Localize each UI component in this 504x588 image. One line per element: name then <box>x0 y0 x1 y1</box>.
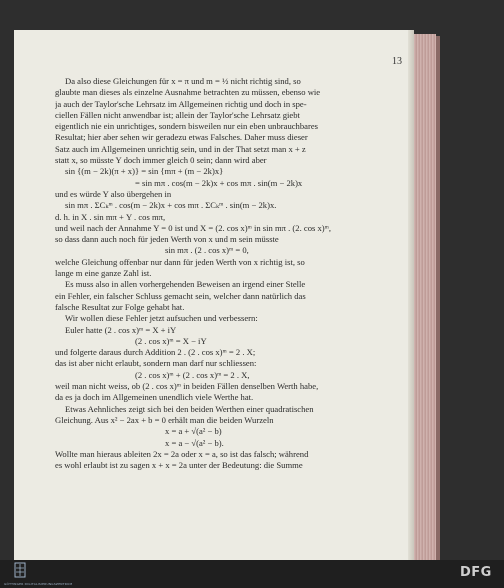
text-line: es wohl erlaubt ist zu sagen x + x = 2a unter der Bedeutung: die Summe <box>55 460 303 471</box>
text-line: sin mπ . (2 . cos x)ᵐ = 0, <box>165 245 249 256</box>
text-line: und weil nach der Annahme Y = 0 ist und X = (2. cos x)ᵐ in sin mπ . (2. cos x)ᵐ, <box>55 222 331 233</box>
text-line: x = a − √(a² − b). <box>165 437 224 448</box>
text-line: eigentlich nie ein unrichtiges, sondern bisweilen nur ein eben unbrauchbares <box>55 121 318 132</box>
page-edges <box>414 34 436 560</box>
text-line: Satz auch im Allgemeinen unrichtig sein, und in der That setzt man x + z <box>55 143 306 154</box>
text-line: Es muss also in allen vorhergehenden Beweisen an irgend einer Stelle <box>65 279 306 290</box>
text-line: Wollte man hieraus ableiten 2x = 2a oder x = a, so ist das falsch; während <box>55 448 309 459</box>
text-line: das ist aber nicht erlaubt, sondern man darf nur schliessen: <box>55 358 257 369</box>
footer-bar <box>0 560 504 588</box>
text-line: und folgerte daraus durch Addition 2 . (2 . cos x)ᵐ = 2 . X; <box>55 347 256 358</box>
text-line: sin {(m − 2k)(π + x)} = sin {mπ + (m − 2k)x} <box>65 166 224 177</box>
text-line: glaubte man dieses als einzelne Ausnahme betrachten zu müssen, ebenso wie <box>55 87 321 98</box>
text-line: Etwas Aehnliches zeigt sich bei den beiden Werthen einer quadratischen <box>65 403 314 414</box>
text-line: Resultat; hier aber sehen wir geradezu etwas Falsches. Daher muss dieser <box>55 132 308 143</box>
text-line: d. h. in X . sin mπ + Y . cos mπ, <box>55 211 166 222</box>
text-line: weil man nicht weiss, ob (2 . cos x)ᵐ in beiden Fällen denselben Werth habe, <box>55 381 319 392</box>
text-line: Gleichung. Aus x² − 2ax + b = 0 erhält man die beiden Wurzeln <box>55 414 274 425</box>
text-line: ein Fehler, ein falscher Schluss gemacht sein, welcher dann natürlich das <box>55 290 306 301</box>
text-line: welche Gleichung offenbar nur dann für jeden Werth von x richtig ist, so <box>55 256 305 267</box>
text-line: (2 . cos x)ᵐ = X − iY <box>135 335 207 346</box>
text-line: Euler hatte (2 . cos x)ᵐ = X + iY <box>65 324 177 335</box>
library-label: GÖTTINGER DIGITALISIERUNGSZENTRUM <box>4 582 73 586</box>
page-number: 13 <box>392 56 402 67</box>
text-line: x = a + √(a² − b) <box>165 426 222 437</box>
cover-edge <box>436 36 440 560</box>
text-line: statt x, so müsste Y doch immer gleich 0 sein; dann wird aber <box>55 155 267 166</box>
text-line: (2 . cos x)ᵐ + (2 . cos x)ᵐ = 2 . X, <box>135 369 250 380</box>
text-line: falsche Resultat zur Folge gehabt hat. <box>55 301 185 312</box>
text-line: und es würde Y also übergehen in <box>55 188 172 199</box>
text-line: Wir wollen diese Fehler jetzt aufsuchen und verbessern: <box>65 313 258 324</box>
text-line: da es ja doch im Allgemeinen unendlich viele Werthe hat. <box>55 392 254 403</box>
text-line: ciellen Fällen nicht anwendbar ist; allein der Taylor'sche Lehrsatz giebt <box>55 109 300 120</box>
dfg-logo: DFG <box>460 565 492 580</box>
text-line: Da also diese Gleichungen für x = π und m = ½ nicht richtig sind, so <box>65 76 301 86</box>
text-line: ja auch der Taylor'sche Lehrsatz im Allgemeinen richtig und doch in spe- <box>55 98 307 109</box>
text-line: so dass dann auch noch für jeden Werth von x und m sein müsste <box>55 234 279 245</box>
page-text-body <box>55 76 400 471</box>
text-line: = sin mπ . cos(m − 2k)x + cos mπ . sin(m − 2k)x <box>135 177 303 188</box>
text-line: lange m eine ganze Zahl ist. <box>55 268 152 279</box>
text-line: sin mπ . ΣCₖᵐ . cos(m − 2k)x + cos mπ . ΣCₖᵐ . sin(m − 2k)x. <box>65 200 277 211</box>
